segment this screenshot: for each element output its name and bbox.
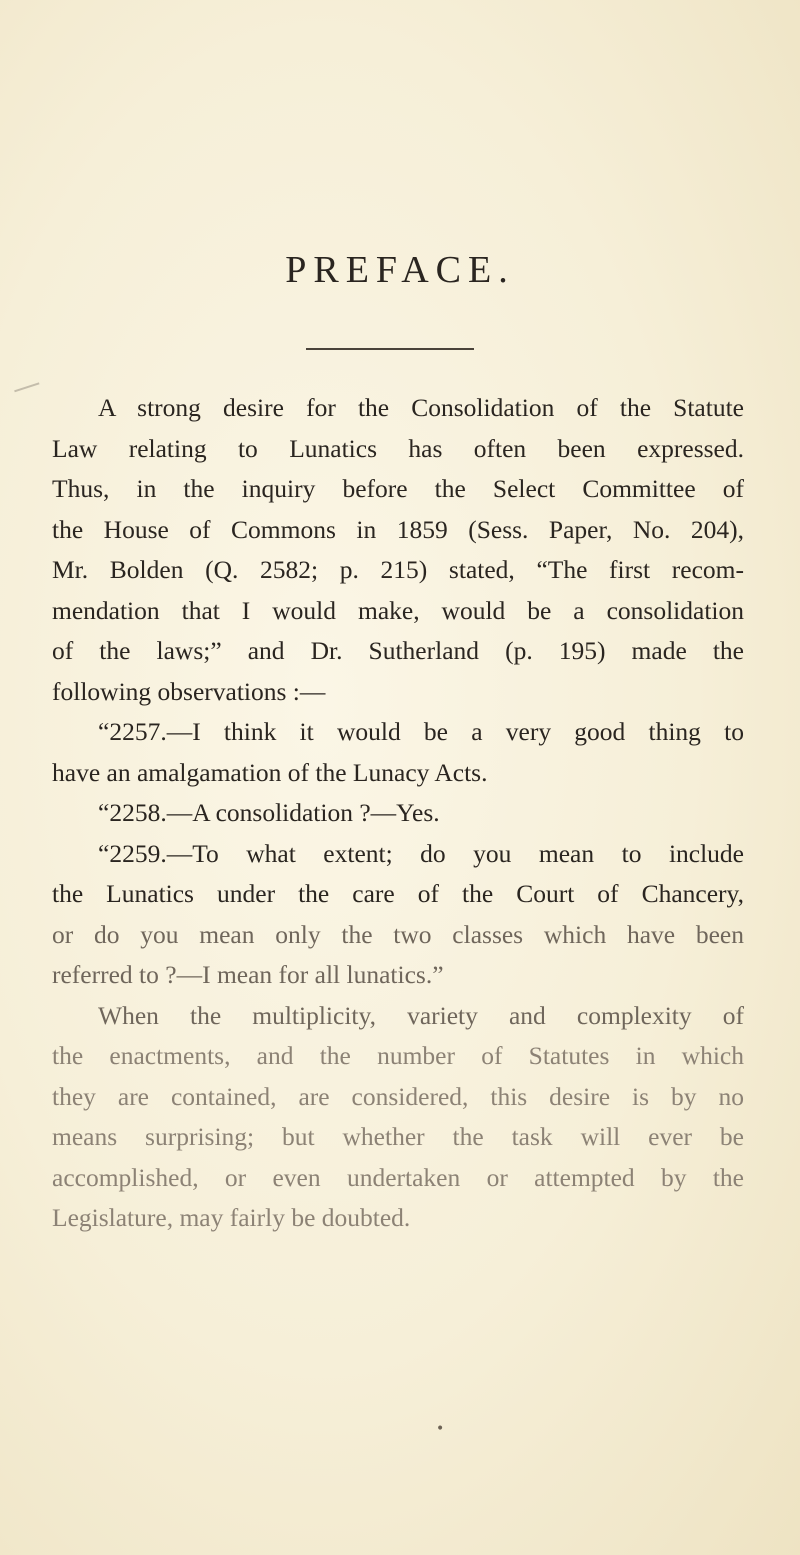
text-line: “2257.—I think it would be a very good thing to	[98, 717, 744, 746]
text-line: Mr. Bolden (Q. 2582; p. 215) stated, “The first recom-	[52, 555, 744, 584]
paragraph-q2258	[52, 793, 744, 834]
paragraph-q2257	[52, 712, 744, 793]
text-line: referred to ?—I mean for all lunatics.”	[52, 960, 444, 989]
page-edge-mark	[14, 382, 44, 405]
ink-speck: •	[436, 1421, 445, 1437]
text-line: or do you mean only the two classes which have been	[52, 919, 744, 949]
paragraph-intro	[52, 388, 744, 712]
text-line: “2258.—A consolidation ?—Yes.	[98, 798, 440, 827]
paragraph-closing	[52, 996, 744, 1239]
paragraph-q2259	[52, 834, 744, 996]
text-line: A strong desire for the Consolidation of the Statute	[98, 393, 744, 422]
text-line: they are contained, are considered, this desire is by no	[52, 1081, 744, 1111]
text-line: means surprising; but whether the task will ever be	[52, 1122, 744, 1151]
text-line: Thus, in the inquiry before the Select Committee of	[52, 474, 744, 503]
text-line: “2259.—To what extent; do you mean to include	[98, 838, 744, 868]
text-line: the Lunatics under the care of the Court of Chancery,	[52, 879, 744, 908]
text-line: accomplished, or even undertaken or attempted by the	[52, 1162, 744, 1192]
text-line: mendation that I would make, would be a consolidation	[52, 595, 744, 625]
text-line: of the laws;” and Dr. Sutherland (p. 195) made the	[52, 636, 744, 665]
preface-body	[52, 388, 744, 1239]
text-line: have an amalgamation of the Lunacy Acts.	[52, 757, 488, 787]
text-line: the House of Commons in 1859 (Sess. Paper, No. 204),	[52, 514, 744, 544]
text-line: When the multiplicity, variety and complexity of	[98, 1000, 744, 1030]
text-line: following observations :—	[52, 676, 326, 706]
text-line: Law relating to Lunatics has often been expressed.	[52, 433, 744, 463]
page-title: PREFACE.	[285, 249, 515, 291]
title-rule	[306, 348, 474, 350]
text-line: the enactments, and the number of Statutes in which	[52, 1041, 744, 1070]
text-line: Legislature, may fairly be doubted.	[52, 1203, 411, 1232]
